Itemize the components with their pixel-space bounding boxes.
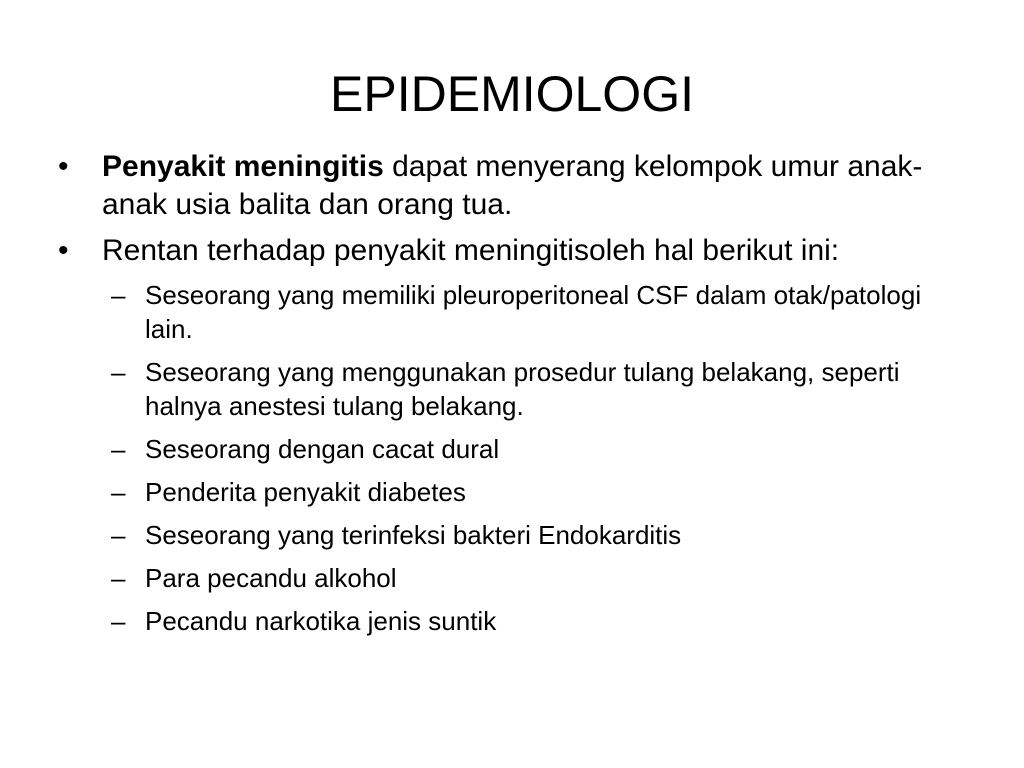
dash-icon: – [111, 280, 126, 310]
bullet-item [58, 148, 958, 224]
sub-bullet-text: Seseorang yang memiliki pleuroperitoneal CSF dalam otak/patologi lain. [145, 280, 922, 344]
dash-icon: – [111, 520, 126, 550]
sub-bullet-item [58, 432, 958, 466]
bullet-icon: • [58, 234, 69, 267]
sub-bullet-text: Seseorang yang terinfeksi bakteri Endokarditis [145, 520, 682, 550]
dash-icon: – [111, 606, 126, 636]
sub-bullet-text: Seseorang dengan cacat dural [145, 434, 500, 464]
bullet-item [58, 232, 958, 270]
sub-bullet-text: Pecandu narkotika jenis suntik [145, 606, 497, 636]
sub-bullet-item [58, 355, 958, 423]
sub-bullet-text: Penderita penyakit diabetes [145, 477, 466, 507]
bullet-text: dapat menyerang kelompok umur anak-anak usia balita dan orang tua. [102, 150, 923, 221]
bullet-text: Rentan terhadap penyakit meningitisoleh hal berikut ini: [102, 234, 840, 267]
dash-icon: – [111, 563, 126, 593]
sub-bullet-text: Para pecandu alkohol [145, 563, 397, 593]
bullet-bold-text: Penyakit meningitis [102, 150, 384, 183]
sub-bullet-item [58, 475, 958, 509]
slide-title: EPIDEMIOLOGI [330, 66, 694, 122]
sub-bullet-item [58, 518, 958, 552]
bullet-icon: • [58, 150, 69, 183]
sub-bullet-item [58, 604, 958, 638]
dash-icon: – [111, 477, 126, 507]
sub-bullet-item [58, 278, 958, 346]
sub-bullet-text: Seseorang yang menggunakan prosedur tulang belakang, seperti halnya anestesi tulang belakang. [145, 357, 900, 421]
slide-content [58, 148, 958, 647]
sub-bullet-list [58, 278, 958, 638]
dash-icon: – [111, 357, 126, 387]
sub-bullet-item [58, 561, 958, 595]
dash-icon: – [111, 434, 126, 464]
